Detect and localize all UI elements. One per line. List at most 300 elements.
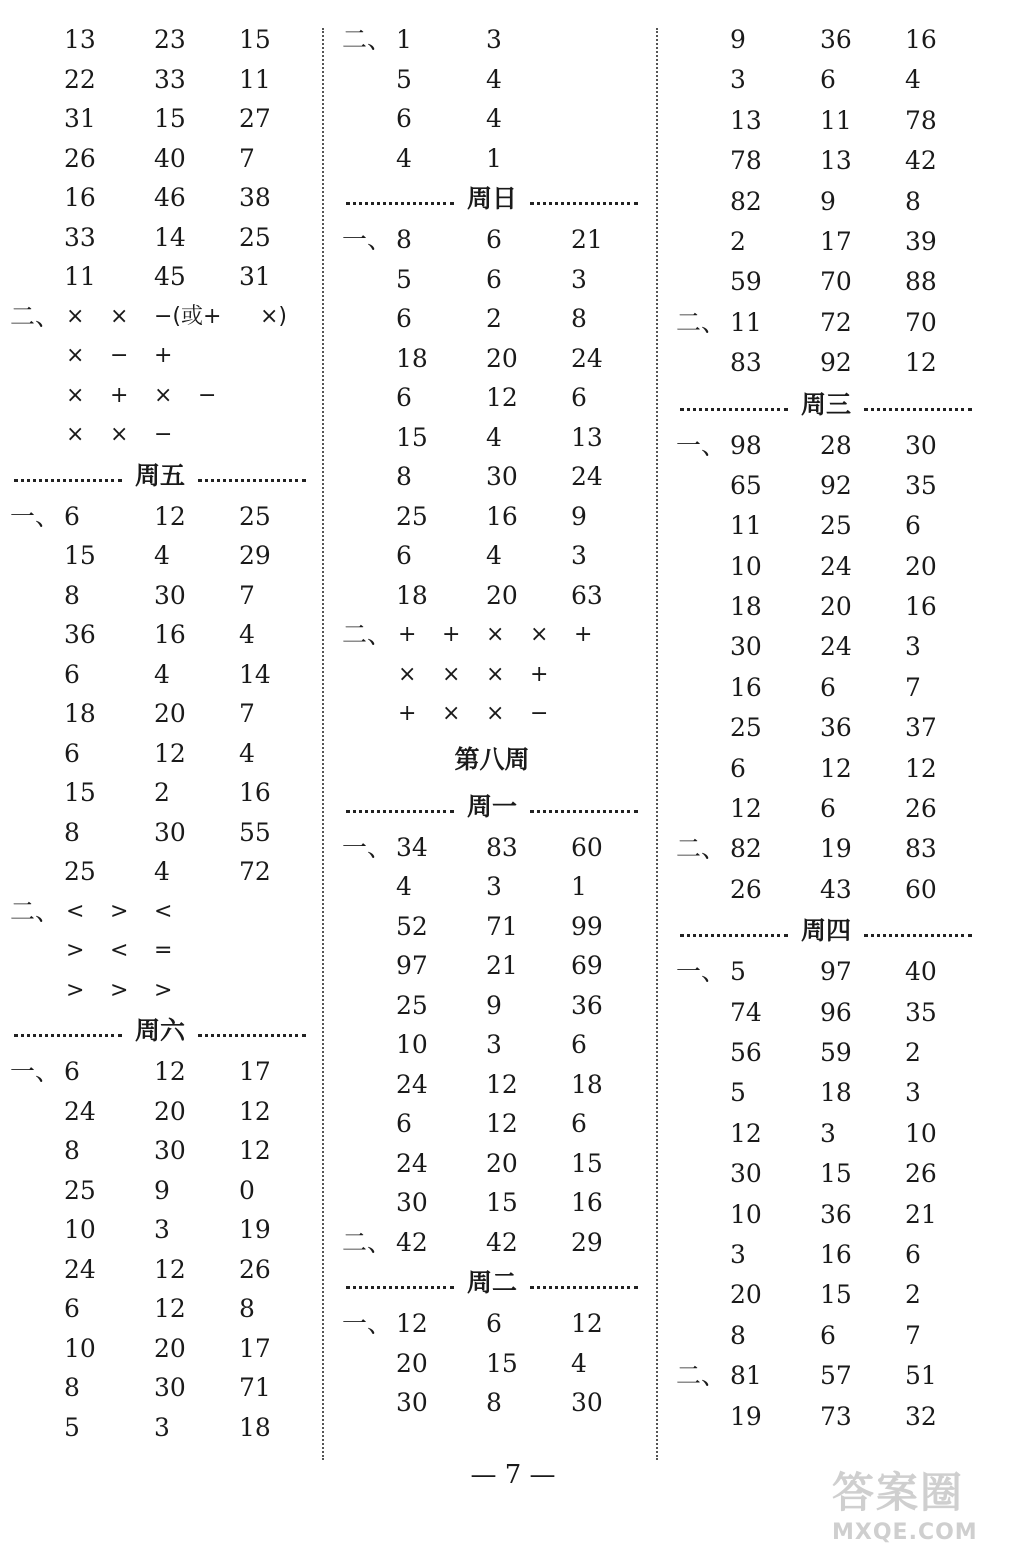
dotted-rule: [530, 810, 638, 813]
day-heading-text: 周日: [463, 184, 521, 213]
answer-cell: 28: [820, 430, 852, 460]
dotted-rule: [346, 810, 454, 813]
answer-cell: 24: [396, 1069, 428, 1099]
answer-row: [676, 222, 976, 262]
answer-cell: 25: [396, 501, 428, 531]
answer-row: [676, 60, 976, 100]
watermark-title: 答案圈: [832, 1468, 965, 1517]
answer-cell: 20: [730, 1280, 762, 1310]
answer-cell: 6: [571, 1030, 587, 1059]
answer-column-2: [342, 20, 642, 1423]
answer-cell: 2: [905, 1280, 921, 1310]
answer-row: [10, 178, 310, 218]
answer-row: [676, 829, 976, 869]
answer-cell: 5: [396, 64, 412, 94]
answer-row: [10, 1092, 310, 1132]
answer-cell: +: [530, 661, 549, 687]
answer-cell: 12: [154, 1294, 186, 1323]
answer-cell: 10: [396, 1030, 428, 1059]
answer-cell: 46: [154, 183, 186, 212]
answer-cell: 25: [239, 501, 271, 531]
answer-cell: 6: [64, 738, 80, 768]
answer-cell: 6: [820, 794, 836, 824]
answer-cell: 3: [486, 1030, 502, 1059]
answer-cell: 30: [571, 1388, 603, 1417]
answer-row: [10, 536, 310, 576]
answer-cell: 6: [64, 501, 80, 531]
answer-cell: 25: [64, 857, 96, 886]
answer-cell: 15: [64, 541, 96, 570]
answer-cell: 42: [486, 1227, 518, 1257]
answer-cell: 20: [905, 551, 937, 581]
answer-cell: 15: [64, 778, 96, 807]
answer-cell: 15: [239, 25, 271, 54]
question-number: 二、: [342, 1227, 393, 1257]
answer-row: [342, 1383, 642, 1423]
answer-cell: 19: [820, 834, 852, 864]
answer-cell: 1: [571, 872, 587, 901]
answer-cell: <: [110, 938, 129, 963]
day-heading-text: 周二: [463, 1268, 521, 1297]
answer-row: [676, 668, 976, 708]
answer-cell: 29: [239, 541, 271, 570]
answer-cell: 8: [730, 1320, 746, 1350]
question-number: 二、: [342, 25, 393, 54]
answer-row: [676, 343, 976, 383]
answer-cell: 27: [239, 104, 271, 133]
answer-cell: 20: [820, 592, 852, 622]
answer-cell: 12: [730, 1118, 762, 1148]
answer-cell: 33: [64, 222, 96, 252]
answer-cell: 35: [905, 470, 937, 500]
answer-row: [342, 497, 642, 537]
answer-row: [10, 257, 310, 297]
answer-cell: 45: [154, 262, 186, 291]
answer-cell: +: [574, 622, 593, 647]
answer-row: [676, 749, 976, 789]
answer-cell: <: [154, 898, 173, 924]
answer-cell: 18: [396, 580, 428, 610]
answer-cell: 97: [820, 957, 852, 987]
answer-cell: ×: [66, 422, 85, 447]
answer-cell: 31: [64, 104, 96, 133]
answer-cell: 25: [396, 990, 428, 1020]
answer-cell: +: [398, 701, 417, 726]
answer-cell: 16: [571, 1188, 603, 1217]
answer-cell: +: [398, 622, 417, 647]
answer-row: [10, 1052, 310, 1092]
answer-cell: 30: [154, 1373, 186, 1402]
answer-cell: 18: [820, 1078, 852, 1108]
answer-cell: 12: [820, 753, 852, 783]
answer-cell: 4: [239, 620, 255, 649]
answer-cell: 4: [154, 659, 170, 689]
answer-cell: 78: [905, 105, 937, 135]
answer-cell: 7: [905, 672, 921, 702]
answer-cell: 21: [905, 1199, 937, 1229]
answer-cell: 65: [730, 470, 762, 500]
answer-cell: 34: [396, 832, 428, 862]
answer-row: [10, 139, 310, 179]
answer-cell: 1: [396, 25, 412, 54]
answer-cell: 6: [396, 383, 412, 412]
answer-cell: 4: [486, 541, 502, 570]
answer-cell: 7: [239, 699, 255, 728]
answer-row: [676, 870, 976, 910]
answer-row: [342, 457, 642, 497]
answer-row: [342, 655, 642, 695]
answer-row: [342, 260, 642, 300]
answer-row: [676, 1275, 976, 1315]
answer-cell: 6: [396, 541, 412, 570]
page-number: — 7 —: [470, 1460, 556, 1490]
answer-cell: 59: [730, 267, 762, 297]
answer-cell: 83: [905, 834, 937, 864]
answer-cell: 92: [820, 470, 852, 500]
answer-cell: 10: [905, 1118, 937, 1148]
answer-cell: 6: [486, 264, 502, 294]
answer-cell: 4: [486, 422, 502, 452]
answer-cell: 99: [571, 911, 603, 941]
answer-row: [342, 1344, 642, 1384]
answer-cell: 17: [239, 1333, 271, 1363]
answer-cell: >: [66, 977, 85, 1003]
answer-cell: 30: [730, 632, 762, 662]
answer-cell: 35: [905, 997, 937, 1027]
answer-cell: 25: [730, 713, 762, 743]
answer-cell: 18: [396, 343, 428, 373]
answer-cell: 36: [64, 620, 96, 649]
dotted-rule: [680, 408, 788, 411]
answer-cell: 16: [64, 183, 96, 212]
answer-row: [342, 1025, 642, 1065]
answer-cell: 15: [820, 1280, 852, 1310]
answer-cell: 25: [64, 1175, 96, 1205]
day-heading-text: 周四: [797, 916, 855, 945]
answer-cell: 4: [396, 143, 412, 173]
answer-row: [676, 262, 976, 302]
answer-cell: 7: [905, 1320, 921, 1350]
dotted-rule: [346, 1286, 454, 1289]
answer-cell: 20: [486, 1148, 518, 1178]
answer-column-3: [676, 20, 976, 1437]
answer-cell: 4: [154, 541, 170, 570]
answer-cell: 12: [486, 1069, 518, 1099]
answer-row: [10, 1368, 310, 1408]
answer-cell: 36: [820, 1199, 852, 1229]
answer-cell: 72: [820, 307, 852, 337]
answer-cell: 6: [571, 1109, 587, 1138]
answer-cell: 11: [730, 307, 762, 337]
answer-cell: 3: [154, 1215, 170, 1244]
answer-row: [676, 1356, 976, 1396]
answer-cell: 20: [154, 699, 186, 728]
answer-cell: 30: [905, 430, 937, 460]
answer-row: [342, 986, 642, 1026]
answer-cell: 4: [905, 65, 921, 95]
question-number: 二、: [676, 307, 727, 337]
answer-cell: ×: [66, 303, 85, 329]
dotted-rule: [864, 408, 972, 411]
answer-cell: 97: [396, 951, 428, 980]
answer-cell: 40: [905, 957, 937, 987]
answer-cell: 8: [64, 580, 80, 610]
answer-cell: 6: [820, 672, 836, 702]
answer-cell: 5: [730, 957, 746, 987]
answer-row: [676, 182, 976, 222]
answer-cell: 3: [486, 25, 502, 54]
answer-cell: 12: [486, 1109, 518, 1138]
answer-row: [676, 1073, 976, 1113]
answer-cell: 56: [730, 1037, 762, 1067]
answer-cell: −: [110, 343, 129, 368]
question-number: 一、: [342, 225, 393, 254]
answer-cell: 3: [905, 632, 921, 662]
question-number: 二、: [676, 1361, 727, 1391]
answer-row: [342, 946, 642, 986]
answer-row: [10, 1250, 310, 1290]
answer-cell: 8: [905, 186, 921, 216]
answer-cell: 22: [64, 64, 96, 94]
answer-cell: 21: [486, 951, 518, 980]
answer-cell: 43: [820, 874, 852, 904]
answer-cell: ×: [110, 422, 129, 447]
answer-cell: 2: [486, 304, 502, 333]
answer-cell: 20: [396, 1348, 428, 1378]
site-watermark: [832, 1460, 1012, 1545]
answer-cell: ×: [486, 661, 505, 687]
answer-cell: 15: [396, 422, 428, 452]
answer-row: [10, 297, 310, 337]
answer-cell: 13: [571, 422, 603, 452]
answer-row: [342, 867, 642, 907]
answer-cell: 82: [730, 834, 762, 864]
answer-row: [10, 1289, 310, 1329]
answer-row: [10, 1210, 310, 1250]
answer-cell: 38: [239, 183, 271, 212]
answer-row: [10, 773, 310, 813]
answer-cell: 18: [730, 592, 762, 622]
answer-cell: 83: [730, 348, 762, 378]
answer-row: [342, 20, 642, 60]
answer-cell: 51: [905, 1361, 937, 1391]
answer-cell: ×: [486, 622, 505, 647]
answer-cell: ×: [442, 701, 461, 726]
answer-cell: 16: [905, 25, 937, 54]
dotted-rule: [530, 1286, 638, 1289]
answer-row: [676, 303, 976, 343]
answer-cell: 12: [730, 794, 762, 824]
answer-row: [676, 547, 976, 587]
answer-row: [342, 1144, 642, 1184]
answer-cell: 5: [730, 1078, 746, 1108]
answer-cell: 12: [905, 348, 937, 378]
answer-row: [10, 813, 310, 853]
answer-cell: 32: [905, 1401, 937, 1431]
answer-row: [676, 1114, 976, 1154]
answer-cell: 12: [154, 1254, 186, 1284]
answer-cell: 92: [820, 348, 852, 378]
answer-cell: 30: [396, 1188, 428, 1217]
answer-cell: 96: [820, 997, 852, 1027]
question-number: 一、: [10, 1057, 61, 1086]
day-heading-text: 周五: [131, 461, 189, 490]
answer-row: [10, 60, 310, 100]
answer-cell: 3: [486, 872, 502, 901]
answer-cell: 8: [239, 1294, 255, 1323]
answer-cell: 6: [820, 1320, 836, 1350]
answer-cell: ×): [260, 303, 288, 329]
question-number: 二、: [10, 301, 61, 331]
question-number: 一、: [10, 501, 61, 531]
answer-row: [342, 536, 642, 576]
answer-cell: 16: [154, 620, 186, 649]
answer-cell: 30: [486, 462, 518, 491]
question-number: 二、: [10, 896, 61, 926]
answer-cell: 8: [64, 1136, 80, 1165]
answer-row: [342, 576, 642, 616]
answer-cell: 33: [154, 64, 186, 94]
day-heading: [676, 910, 976, 952]
answer-cell: 6: [820, 65, 836, 95]
answer-cell: 26: [64, 143, 96, 173]
answer-row: [10, 655, 310, 695]
answer-cell: 20: [486, 580, 518, 610]
answer-row: [10, 1408, 310, 1448]
answer-cell: 18: [64, 699, 96, 728]
answer-cell: 13: [64, 25, 96, 54]
question-number: 二、: [676, 834, 727, 864]
answer-cell: 57: [820, 1361, 852, 1391]
answer-cell: 6: [905, 511, 921, 541]
answer-row: [676, 426, 976, 466]
day-heading: [676, 384, 976, 426]
answer-cell: 52: [396, 911, 428, 941]
answer-cell: 70: [905, 307, 937, 337]
day-heading-text: 周六: [131, 1016, 189, 1045]
answer-row: [10, 218, 310, 258]
answer-cell: 12: [154, 501, 186, 531]
answer-cell: 37: [905, 713, 937, 743]
answer-cell: 3: [820, 1118, 836, 1148]
answer-cell: 25: [239, 222, 271, 252]
answer-cell: 2: [730, 226, 746, 256]
answer-row: [342, 60, 642, 100]
answer-cell: 4: [571, 1348, 587, 1378]
day-heading-text: 周三: [797, 390, 855, 419]
answer-cell: 88: [905, 267, 937, 297]
answer-cell: >: [154, 977, 173, 1003]
answer-cell: 19: [730, 1401, 762, 1431]
answer-cell: 24: [571, 462, 603, 491]
answer-cell: 24: [820, 551, 852, 581]
day-heading-text: 周一: [463, 792, 521, 821]
answer-cell: +: [110, 382, 129, 408]
answer-cell: 26: [905, 1159, 937, 1189]
answer-cell: 12: [571, 1309, 603, 1338]
answer-cell: 6: [486, 1309, 502, 1338]
answer-row: [10, 852, 310, 892]
answer-row: [342, 299, 642, 339]
answer-cell: 39: [905, 226, 937, 256]
question-number: 一、: [676, 430, 727, 460]
answer-row: [10, 99, 310, 139]
answer-cell: 24: [396, 1148, 428, 1178]
answer-cell: 59: [820, 1037, 852, 1067]
answer-row: [342, 418, 642, 458]
answer-cell: 15: [154, 104, 186, 133]
answer-cell: 10: [64, 1215, 96, 1244]
answer-cell: 4: [486, 64, 502, 94]
answer-row: [342, 1183, 642, 1223]
answer-cell: 71: [239, 1373, 271, 1402]
answer-cell: ×: [110, 303, 129, 329]
answer-cell: 8: [396, 462, 412, 491]
answer-cell: 12: [154, 738, 186, 768]
answer-cell: −: [530, 701, 549, 726]
answer-cell: −: [198, 382, 217, 408]
answer-cell: 11: [730, 511, 762, 541]
answer-row: [342, 694, 642, 734]
answer-cell: 26: [905, 794, 937, 824]
answer-row: [676, 101, 976, 141]
question-number: 一、: [676, 957, 727, 987]
answer-cell: 9: [571, 501, 587, 531]
answer-cell: 10: [730, 1199, 762, 1229]
answer-cell: 19: [239, 1215, 271, 1244]
answer-cell: 6: [905, 1239, 921, 1269]
answer-cell: 24: [64, 1254, 96, 1284]
answer-cell: 11: [820, 105, 852, 135]
answer-cell: 12: [486, 383, 518, 412]
answer-cell: 81: [730, 1361, 762, 1391]
answer-cell: 25: [820, 511, 852, 541]
answer-cell: 40: [154, 143, 186, 173]
answer-cell: −(或+: [154, 303, 222, 329]
answer-cell: 14: [154, 222, 186, 252]
answer-cell: ×: [486, 701, 505, 726]
answer-cell: 6: [571, 383, 587, 412]
answer-cell: 17: [239, 1057, 271, 1086]
answer-row: [10, 576, 310, 616]
question-number: 二、: [342, 620, 393, 649]
answer-cell: 5: [396, 264, 412, 294]
answer-cell: 30: [154, 580, 186, 610]
question-number: 一、: [342, 1309, 393, 1338]
dotted-rule: [680, 934, 788, 937]
answer-row: [10, 971, 310, 1011]
answer-cell: 24: [64, 1096, 96, 1126]
answer-cell: ×: [398, 661, 417, 687]
dotted-rule: [14, 479, 122, 482]
answer-cell: 2: [905, 1037, 921, 1067]
answer-row: [10, 1329, 310, 1369]
answer-cell: 60: [905, 874, 937, 904]
answer-row: [10, 694, 310, 734]
answer-cell: 14: [239, 659, 271, 689]
watermark-url: MXQE.COM: [832, 1520, 978, 1545]
answer-cell: 26: [730, 874, 762, 904]
answer-cell: 17: [820, 226, 852, 256]
answer-cell: 20: [486, 343, 518, 373]
answer-cell: 15: [820, 1159, 852, 1189]
answer-cell: >: [110, 977, 129, 1003]
column-divider: [322, 28, 324, 1460]
answer-cell: 9: [820, 186, 836, 216]
answer-cell: 74: [730, 997, 762, 1027]
answer-cell: 20: [154, 1096, 186, 1126]
answer-cell: 6: [396, 104, 412, 133]
